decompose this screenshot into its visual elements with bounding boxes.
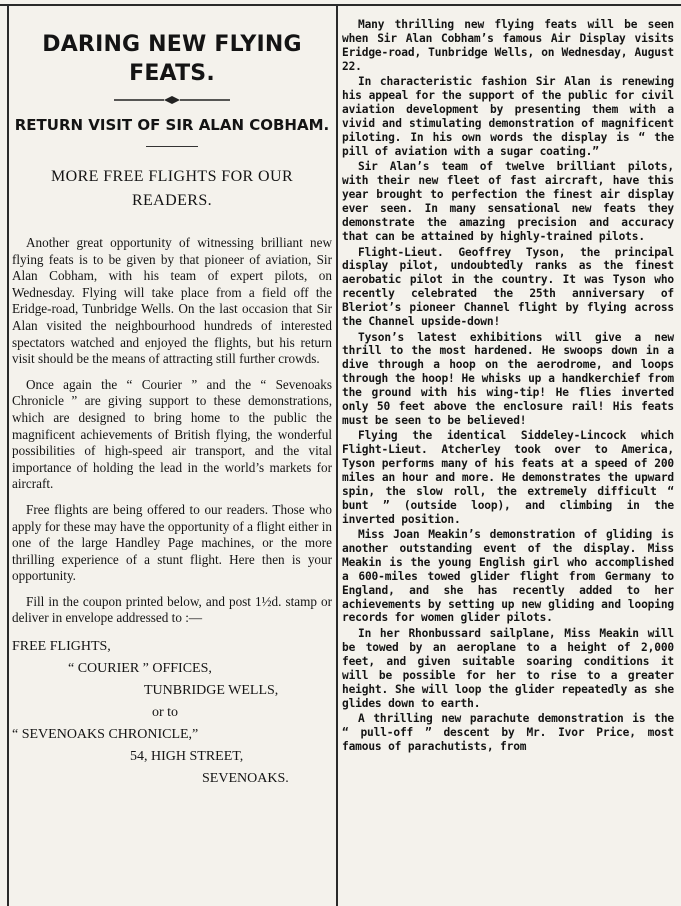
headline-divider-ornament — [12, 95, 332, 105]
right-paragraph: Flying the identical Siddeley-Lincock which Flight-Lieut. Atcherley took over to America, Tyson performs many of his feats at a speed of 200 miles an hour and more. He demonstrates the upward spin, the slow roll, the extremely difficult “ bunt ” (outside loop), and climbing in the inverted position. — [342, 429, 674, 526]
article-headline: DARING NEW FLYING FEATS. — [42, 32, 302, 86]
right-paragraph: Tyson’s latest exhibitions will give a new thrill to the most hardened. He swoops down in a dive through a hoop on the aerodrome, and loops through the hoop! He whisks up a handkerchief from the ground with his wing-tip! He flies inverted only 50 feet above the enclosure rail! His feats must be seen to be believed! — [342, 330, 674, 427]
address-line: “ COURIER ” OFFICES, — [68, 661, 212, 677]
right-paragraph: In characteristic fashion Sir Alan is renewing his appeal for the support of the public for civil aviation development by presenting them with a vivid and stimulating demonstration of magnificent piloting. In his own words the display is “ the pill of aviation with a sugar coating.” — [342, 75, 674, 158]
address-line: SEVENOAKS. — [202, 771, 289, 787]
right-column — [342, 18, 674, 756]
left-paragraph: Another great opportunity of witnessing brilliant new flying feats is to be given by that pioneer of aviation, Sir Alan Cobham, with his team of expert pilots, on Wednesday. Flying will take place from a field off the Eridge-road, Tunbridge Wells. On the last occasion that Sir Alan visited the neighbourhood hundreds of interested spectators watched and enjoyed the flights, but his return visit should be the means of attracting still further crowds. — [12, 235, 332, 367]
right-paragraph: A thrilling new parachute demonstration is the “ pull-off ” descent by Mr. Ivor Price, most famous of parachutists, from — [342, 712, 674, 754]
address-line: FREE FLIGHTS, — [12, 639, 111, 655]
address-line: “ SEVENOAKS CHRONICLE,” — [12, 727, 199, 743]
address-line: or to — [152, 705, 179, 721]
article-kicker: MORE FREE FLIGHTS FOR OUR READERS. — [50, 168, 294, 209]
middle-column-rule — [336, 4, 338, 906]
left-paragraph: Once again the “ Courier ” and the “ Sevenoaks Chronicle ” are giving support to these demonstrations, which are designed to bring home to the public the magnificent achievements of British flying, the wonderful possibilities of high-speed air transport, and the vital importance of holding the lead in the world’s markets for aircraft. — [12, 376, 332, 492]
address-line: TUNBRIDGE WELLS, — [144, 683, 279, 699]
article-subheadline: RETURN VISIT OF SIR ALAN COBHAM. — [14, 116, 330, 134]
right-paragraph: Miss Joan Meakin’s demonstration of gliding is another outstanding event of the display. Miss Meakin is the young English girl who accomplished a 600-miles towed glider flight from Germany to England, and she has recently added to her achievements by setting up new gliding and looping records for women glider pilots. — [342, 528, 674, 625]
address-line: 54, HIGH STREET, — [130, 749, 244, 765]
right-paragraph: Sir Alan’s team of twelve brilliant pilots, with their new fleet of fast aircraft, have this year brought to perfection the finest air display ever seen. In many sensational new feats they demonstrate the amazing precision and accuracy that can be attained by highly-trained pilots. — [342, 160, 674, 243]
left-column-rule — [7, 4, 9, 906]
mailing-address — [12, 636, 332, 790]
right-paragraph: In her Rhonbussard sailplane, Miss Meakin will be towed by an aeroplane to a height of 2,000 feet, and given suitable soaring conditions it will be possible for her to rise to a greater height. She will loop the glider repeatedly as she glides down to earth. — [342, 627, 674, 710]
right-paragraph: Many thrilling new flying feats will be seen when Sir Alan Cobham’s famous Air Display visits Eridge-road, Tunbridge Wells, on Wednesday, August 22. — [342, 18, 674, 73]
top-column-rule — [0, 4, 681, 6]
left-paragraph: Fill in the coupon printed below, and post 1½d. stamp or deliver in envelope addressed to :— — [12, 593, 332, 626]
left-column — [12, 18, 332, 790]
right-paragraph: Flight-Lieut. Geoffrey Tyson, the principal display pilot, undoubtedly ranks as the finest aerobatic pilot in the country. It was Tyson who recently celebrated the 25th anniversary of Bleriot’s pioneer Channel flight by flying across the Channel upside-down! — [342, 245, 674, 328]
left-paragraph: Free flights are being offered to our readers. Those who apply for these may have the opportunity of a flight either in one of the large Handley Page machines, or the more thrilling experience of a stunt flight. Here then is your opportunity. — [12, 501, 332, 584]
short-divider — [146, 146, 198, 147]
